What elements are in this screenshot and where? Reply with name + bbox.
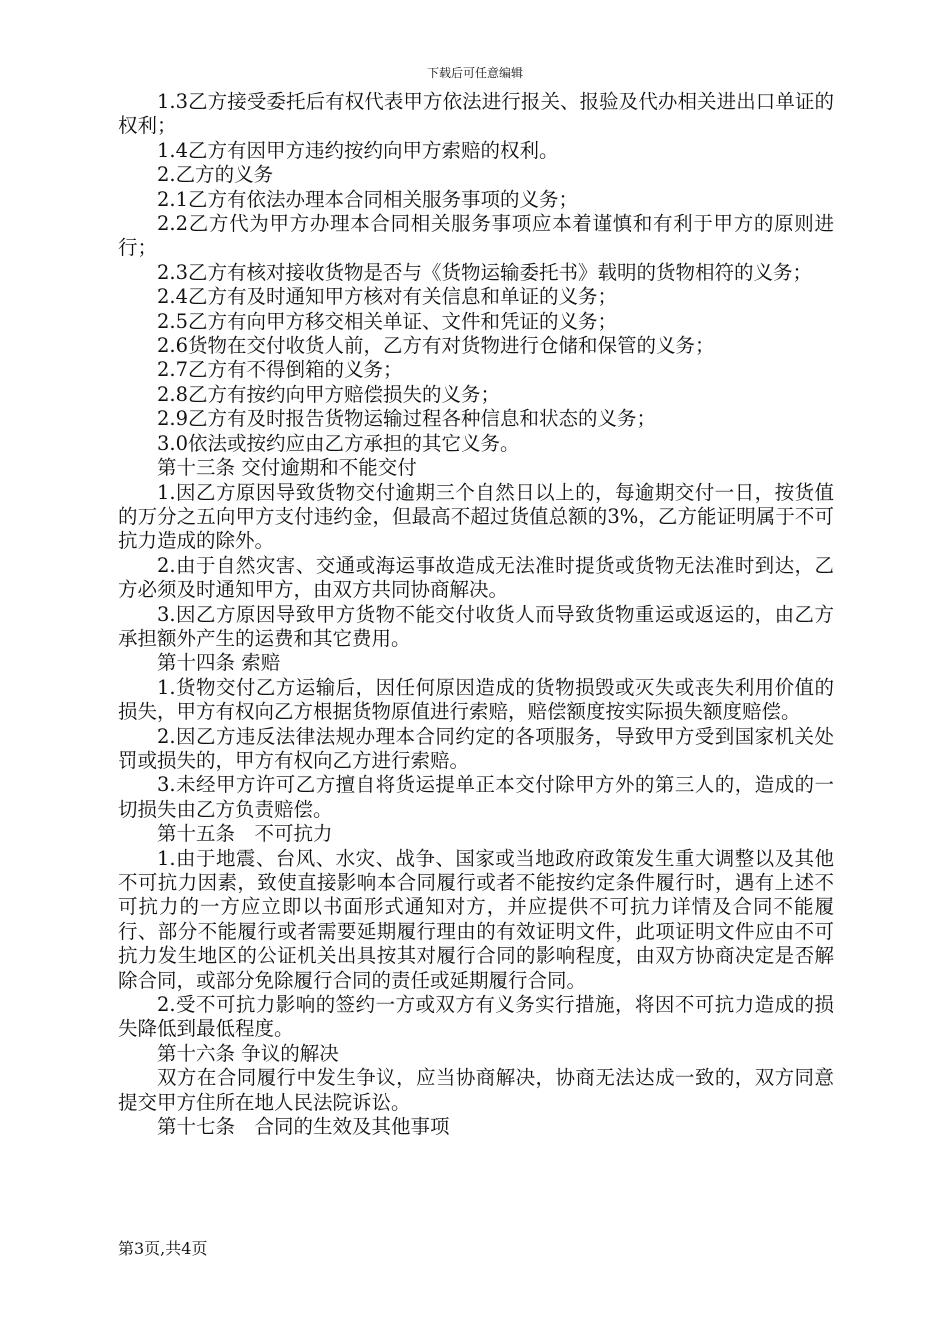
clause-paragraph: 2.7乙方有不得倒箱的义务； — [157, 358, 403, 382]
clause-paragraph: 1.因乙方原因导致货物交付逾期三个自然日以上的，每逾期交付一日，按货值的万分之五向甲方支付违约金，但最高不超过货值总额的3%，乙方能证明属于不可抗力造成的除外。 — [118, 480, 834, 553]
section-heading: 第十三条 交付逾期和不能交付 — [157, 456, 417, 480]
clause-paragraph: 1.货物交付乙方运输后，因任何原因造成的货物损毁或灭失或丧失利用价值的损失，甲方有权向乙方根据货物原值进行索赔，赔偿额度按实际损失额度赔偿。 — [118, 675, 834, 724]
clause-paragraph: 3.因乙方原因导致甲方货物不能交付收货人而导致货物重运或返运的，由乙方承担额外产生的运费和其它费用。 — [118, 602, 834, 650]
clause-paragraph: 2.3乙方有核对接收货物是否与《货物运输委托书》载明的货物相符的义务； — [157, 260, 813, 284]
clause-paragraph: 3.未经甲方许可乙方擅自将货运提单正本交付除甲方外的第三人的，造成的一切损失由乙方负责赔偿。 — [118, 773, 834, 821]
clause-paragraph: 1.由于地震、台风、水灾、战争、国家或当地政府政策发生重大调整以及其他不可抗力因素，致使直接影响本合同履行或者不能按约定条件履行时，遇有上述不可抗力的一方应立即以书面形式通知对方，并应提供不可抗力详情及合同不能履行、部分不能履行或者需要延期履行理由的有效证明文件，此项证明文件应由不可抗力发生地区的公证机关出具按其对履行合同的影响程度，由双方协商决定是否解除合同，或部分免除履行合同的责任或延期履行合同。 — [118, 846, 834, 992]
clause-paragraph: 2.乙方的义务 — [157, 163, 274, 187]
clause-paragraph: 1.4乙方有因甲方违约按约向甲方索赔的权利。 — [157, 138, 559, 162]
clause-paragraph: 2.6货物在交付收货人前，乙方有对货物进行仓储和保管的义务； — [157, 334, 715, 358]
clause-paragraph: 2.受不可抗力影响的签约一方或双方有义务实行措施，将因不可抗力造成的损失降低到最低程度。 — [118, 993, 834, 1041]
clause-paragraph: 2.2乙方代为甲方办理本合同相关服务事项应本着谨慎和有利于甲方的原则进行； — [118, 212, 834, 260]
clause-paragraph: 3.0依法或按约应由乙方承担的其它义务。 — [157, 431, 520, 455]
clause-paragraph: 1.3乙方接受委托后有权代表甲方依法进行报关、报验及代办相关进出口单证的权利； — [118, 90, 834, 138]
section-heading: 第十四条 索赔 — [157, 651, 281, 675]
clause-paragraph: 2.8乙方有按约向甲方赔偿损失的义务； — [157, 382, 501, 406]
section-heading: 第十六条 争议的解决 — [157, 1041, 339, 1065]
clause-paragraph: 双方在合同履行中发生争议，应当协商解决，协商无法达成一致的，双方同意提交甲方住所在地人民法院诉讼。 — [118, 1066, 834, 1114]
clause-paragraph: 2.4乙方有及时通知甲方核对有关信息和单证的义务； — [157, 285, 618, 309]
section-heading: 第十五条 不可抗力 — [157, 822, 333, 846]
section-heading: 第十七条 合同的生效及其他事项 — [157, 1115, 450, 1139]
page-number-footer: 第3页,共4页 — [118, 1239, 208, 1258]
clause-paragraph: 2.5乙方有向甲方移交相关单证、文件和凭证的义务； — [157, 309, 618, 333]
document-body — [118, 90, 834, 1139]
clause-paragraph: 2.由于自然灾害、交通或海运事故造成无法准时提货或货物无法准时到达，乙方必须及时通知甲方，由双方共同协商解决。 — [118, 553, 834, 602]
clause-paragraph: 2.1乙方有依法办理本合同相关服务事项的义务； — [157, 187, 579, 211]
page-header-note: 下载后可任意编辑 — [426, 66, 523, 80]
clause-paragraph: 2.因乙方违反法律法规办理本合同约定的各项服务，导致甲方受到国家机关处罚或损失的，甲方有权向乙方进行索赔。 — [118, 724, 834, 772]
clause-paragraph: 2.9乙方有及时报告货物运输过程各种信息和状态的义务； — [157, 407, 657, 431]
